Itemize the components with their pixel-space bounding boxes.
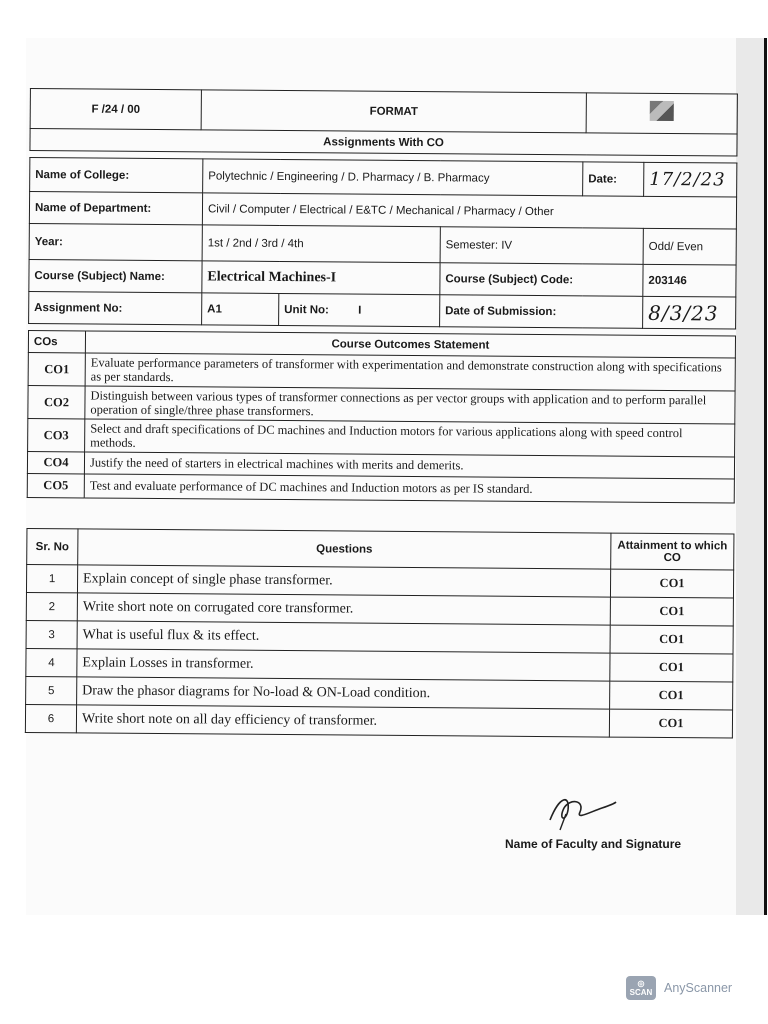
year-value: 1st / 2nd / 3rd / 4th [202, 225, 440, 263]
scan-app-icon [626, 976, 656, 1000]
scan-badge-text: SCAN [629, 988, 653, 997]
question-co: CO1 [609, 709, 732, 738]
question-text: Draw the phasor diagrams for No-load & ON-Load condition. [77, 677, 610, 709]
scanner-brand: AnyScanner [664, 981, 733, 995]
sr-no-header: Sr. No [27, 528, 78, 564]
co-code: CO5 [27, 473, 84, 497]
college-label: Name of College: [30, 158, 203, 193]
info-table [28, 157, 737, 330]
question-co: CO1 [610, 681, 733, 710]
co-text: Test and evaluate performance of DC machines and Induction motors as per IS standard. [84, 474, 734, 503]
question-text: Write short note on corrugated core transformer. [77, 593, 610, 625]
date-label: Date: [583, 162, 644, 196]
question-number: 4 [26, 648, 77, 676]
question-number: 1 [26, 564, 77, 592]
scan-edge-line [764, 38, 767, 915]
question-row [25, 704, 732, 738]
co-row [27, 473, 734, 503]
assignment-label: Assignment No: [29, 291, 202, 324]
course-code-value: 203146 [643, 264, 736, 297]
question-co: CO1 [610, 597, 733, 626]
cos-header: COs [28, 330, 85, 352]
submission-value: 8/3/23 [643, 296, 736, 329]
question-text: Explain concept of single phase transformer. [77, 565, 610, 597]
form-number: F /24 / 00 [30, 89, 201, 130]
question-co: CO1 [610, 625, 733, 654]
question-number: 5 [26, 676, 77, 704]
co-row [28, 352, 735, 391]
unit-value: I [358, 304, 362, 317]
course-code-label: Course (Subject) Code: [440, 263, 643, 297]
co-text: Evaluate performance parameters of transformer with experimentation and demonstrate construction along with specifications as per standards. [85, 353, 735, 391]
question-text: What is useful flux & its effect. [77, 621, 610, 653]
scan-edge [736, 38, 764, 915]
co-text: Distinguish between various types of transformer connections as per vector groups with application and to perform parallel operation of single/three phase transformers. [85, 386, 735, 424]
subtitle: Assignments With CO [30, 129, 737, 157]
course-label: Course (Subject) Name: [29, 259, 202, 292]
co-code: CO1 [28, 352, 85, 385]
scanner-watermark [626, 976, 732, 1000]
questions-header: Questions [78, 529, 611, 569]
college-logo [586, 93, 737, 134]
question-co: CO1 [610, 569, 733, 598]
question-co: CO1 [610, 653, 733, 682]
header-table [29, 88, 737, 157]
question-number: 3 [26, 620, 77, 648]
co-text: Select and draft specifications of DC machines and Induction motors for various applications along with speed control methods. [85, 419, 735, 457]
co-code: CO4 [27, 451, 84, 473]
scan-icon-glyph: ◎ [637, 979, 645, 988]
college-value: Polytechnic / Engineering / D. Pharmacy / B. Pharmacy [203, 159, 583, 196]
question-text: Explain Losses in transformer. [77, 649, 610, 681]
date-value: 17/2/23 [644, 162, 737, 197]
unit-field [279, 293, 440, 326]
logo-icon [650, 101, 674, 121]
questions-table [25, 528, 735, 739]
co-text: Justify the need of starters in electrical machines with merits and demerits. [84, 452, 734, 479]
semester-label: Semester: IV [440, 227, 643, 265]
format-label: FORMAT [201, 90, 586, 133]
signature-mark [530, 790, 620, 832]
odd-even: Odd/ Even [643, 228, 736, 265]
question-text: Write short note on all day efficiency of transformer. [76, 705, 609, 737]
co-code: CO3 [28, 418, 85, 451]
document [25, 80, 738, 739]
question-number: 2 [26, 592, 77, 620]
co-code: CO2 [28, 385, 85, 418]
attainment-header: Attainment to which CO [611, 533, 734, 570]
department-label: Name of Department: [29, 192, 202, 225]
unit-label: Unit No: [284, 303, 329, 316]
signature-block [505, 790, 705, 851]
question-number: 6 [25, 704, 76, 732]
co-statement-header: Course Outcomes Statement [85, 331, 735, 358]
course-value: Electrical Machines-I [202, 261, 440, 295]
year-label: Year: [29, 223, 202, 260]
department-value: Civil / Computer / Electrical / E&TC / Mechanical / Pharmacy / Other [202, 193, 736, 229]
course-outcomes-table [27, 330, 736, 504]
co-row [28, 385, 735, 424]
assignment-value: A1 [202, 293, 279, 326]
co-row [28, 418, 735, 457]
submission-label: Date of Submission: [439, 295, 642, 329]
faculty-signature-label: Name of Faculty and Signature [505, 837, 682, 851]
